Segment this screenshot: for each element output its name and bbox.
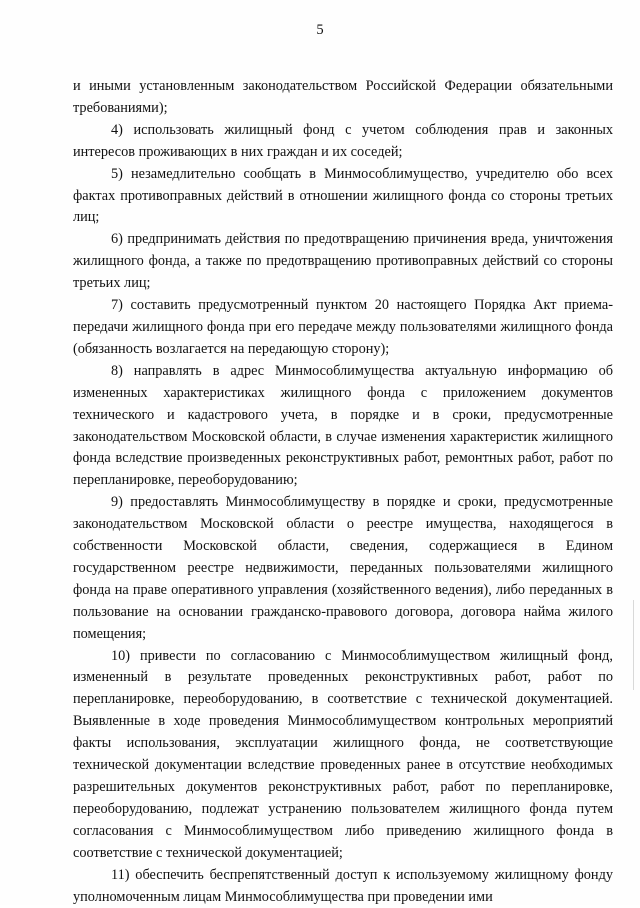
paragraph-item-10: 10) привести по согласованию с Минмособлимуществом жилищный фонд, измененный в результате проведенных реконструктивных работ, работ по перепланировке, переоборудованию, в соответствие с технической документацией. Выявленные в ходе проведения Минмособлимуществом контрольных мероприятий факты использования, эксплуатации жилищного фонда, не соответствующие технической документации вследствие проведенных ранее в отсутствие необходимых разрешительных документов реконструктивных работ, работ по перепланировке, переоборудованию, подлежат устранению пользователем жилищного фонда путем согласования с Минмособлимуществом либо приведению жилищного фонда в соответствие с технической документацией; xyxy=(73,647,613,861)
paragraph-item-4: 4) использовать жилищный фонд с учетом соблюдения прав и законных интересов проживающих в них граждан и их соседей; xyxy=(73,121,613,160)
page-number: 5 xyxy=(316,22,324,38)
paragraph-item-8: 8) направлять в адрес Минмособлимущества актуальную информацию об измененных характеристиках жилищного фонда с приложением документов технического и кадастрового учета, в порядке и в сроки, предусмотренные законодательством Московской области, в случае изменения характеристик жилищного фонда вследствие произведенных реконструктивных работ, ремонтных работ, работ по перепланировке, переоборудованию; xyxy=(73,362,613,489)
paragraph-item-7: 7) составить предусмотренный пунктом 20 настоящего Порядка Акт приема-передачи жилищного фонда при его передаче между пользователями жилищного фонда (обязанность возлагается на передающую сторону); xyxy=(73,297,613,357)
scan-edge-mark xyxy=(633,600,634,690)
paragraph-continuation: и иными установленным законодательством Российской Федерации обязательными требованиями); xyxy=(73,78,613,116)
paragraph-item-9: 9) предоставлять Минмособлимуществу в порядке и сроки, предусмотренные законодательством Московской области о реестре имущества, находящегося в собственности Московской области, сведения, содержащиеся в Едином государственном реестре недвижимости, переданных пользователями жилищного фонда на праве оперативного управления (хозяйственного ведения), либо переданных в пользование на основании гражданско-правового договора, договора найма жилого помещения; xyxy=(73,494,613,642)
paragraph-item-6: 6) предпринимать действия по предотвращению причинения вреда, уничтожения жилищного фонда, а также по предотвращению противоправных действий со стороны третьих лиц; xyxy=(73,231,613,292)
paragraph-item-5: 5) незамедлительно сообщать в Минмособлимущество, учредителю обо всех фактах противоправных действий в отношении жилищного фонда со стороны третьих лиц; xyxy=(73,165,613,226)
document-body xyxy=(73,76,613,908)
paragraph-item-11: 11) обеспечить беспрепятственный доступ к используемому жилищному фонду уполномоченным лицам Минмособлимущества при проведении ими xyxy=(73,866,613,905)
